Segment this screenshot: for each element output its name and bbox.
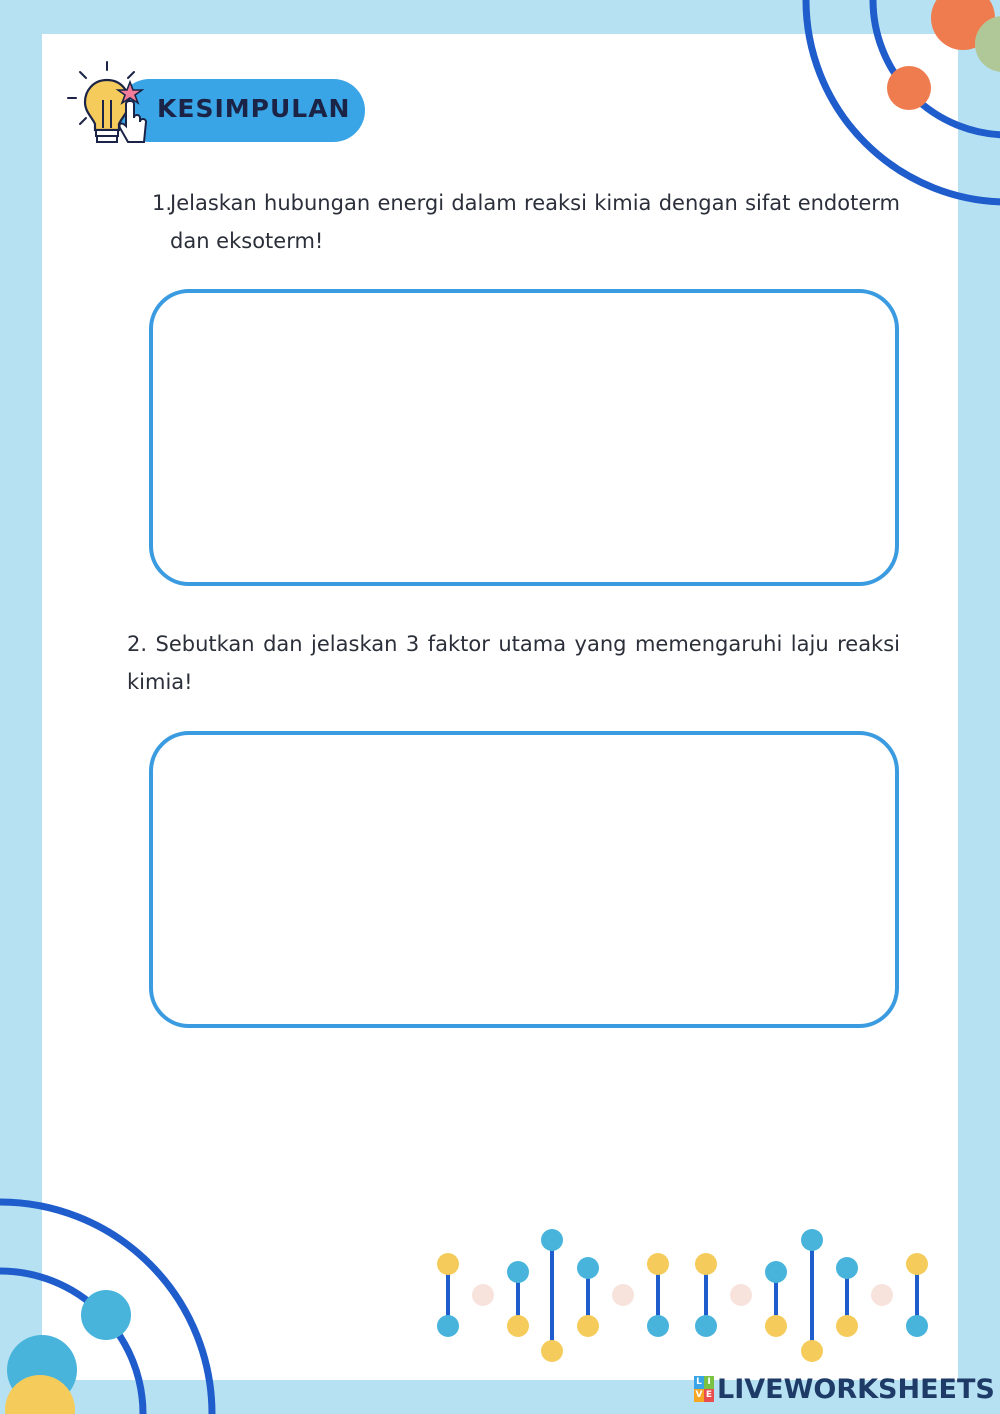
answer-box-2[interactable] <box>149 731 899 1028</box>
liveworksheets-logo-icon: L I V E <box>695 1377 713 1400</box>
question-1-number: 1. <box>152 191 173 215</box>
watermark-text: LIVEWORKSHEETS <box>717 1373 995 1405</box>
question-1-text: Jelaskan hubungan energi dalam reaksi kimia dengan sifat endoterm dan eksoterm! <box>170 191 900 253</box>
liveworksheets-watermark <box>694 1372 995 1406</box>
question-1 <box>152 184 900 260</box>
section-title: KESIMPULAN <box>157 94 351 123</box>
answer-box-1[interactable] <box>149 289 899 586</box>
lightbulb-icon <box>66 60 156 150</box>
question-2-text: 2. Sebutkan dan jelaskan 3 faktor utama yang memengaruhi laju reaksi kimia! <box>127 632 900 694</box>
